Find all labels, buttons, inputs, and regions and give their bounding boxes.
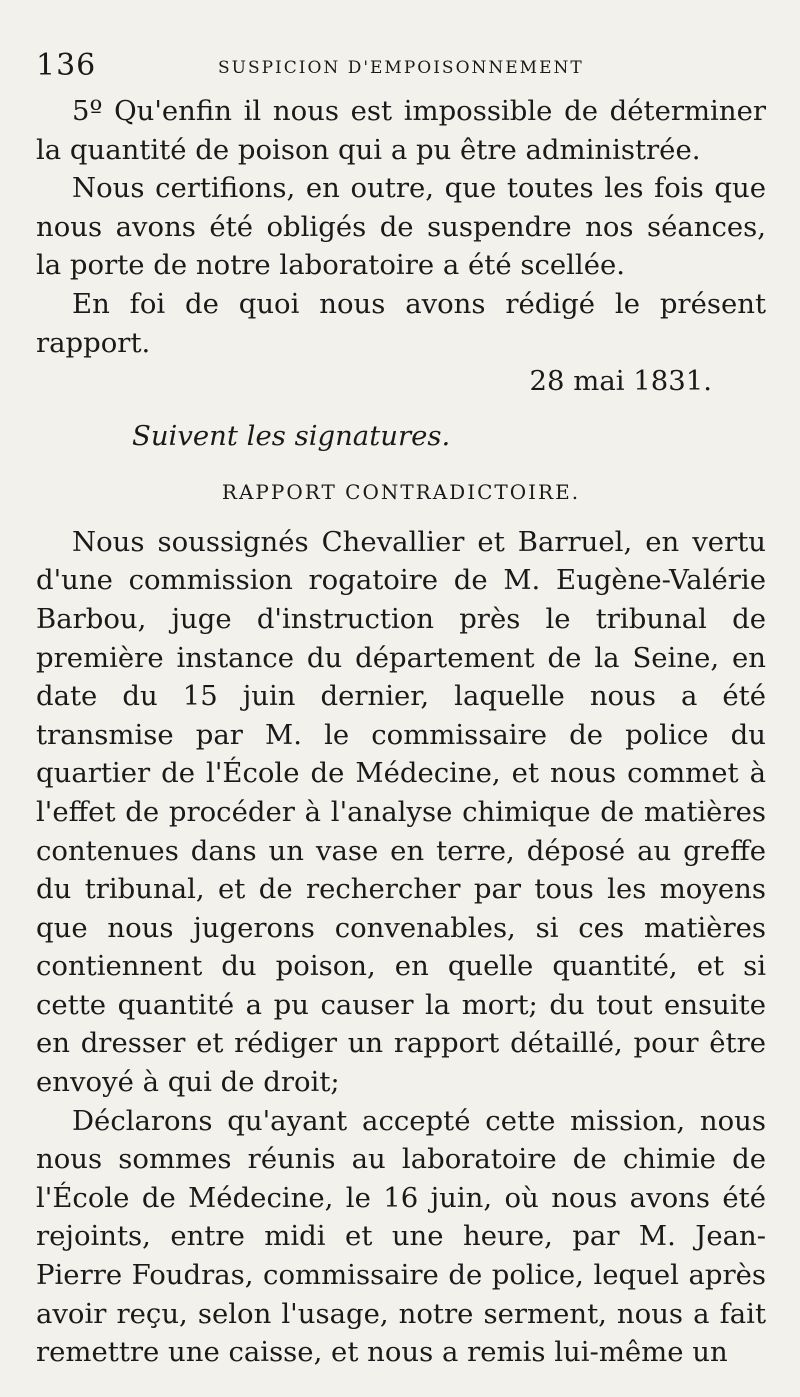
paragraph-commission: Nous soussignés Chevallier et Barruel, en vertu d'une commission rogatoire de M. Eugène-Valérie Barbou, juge d'instruction près le tribunal de première instance du département de la Seine, en date du 15 juin dernier, laquelle nous a été transmise par M. le commissaire de police du quartier de l'École de Médecine, et nous commet à l'effet de procéder à l'analyse chimique de matières contenues dans un vase en terre, déposé au greffe du tribunal, et de rechercher par tous les moyens que nous jugerons convenables, si ces matières contiennent du poison, en quelle quantité, et si cette quantité a pu causer la mort; du tout ensuite en dresser et rédiger un rapport détaillé, pour être envoyé à qui de droit;	[36, 525, 766, 1099]
paragraph-conclusion-5: 5º Qu'enfin il nous est impossible de déterminer la quantité de poison qui a pu être administrée.	[36, 95, 766, 166]
page-number: 136	[36, 48, 97, 83]
section-title: RAPPORT CONTRADICTOIRE.	[221, 479, 581, 504]
paragraph-declaration: Déclarons qu'ayant accepté cette mission, nous nous sommes réunis au laboratoire de chimie de l'École de Médecine, le 16 juin, où nous avons été rejoints, entre midi et une heure, par M. Jean-Pierre Foudras, commissaire de police, lequel après avoir reçu, selon l'usage, notre serment, nous a fait remettre une caisse, et nous a remis lui-même un	[36, 1104, 766, 1369]
paragraph-attestation: En foi de quoi nous avons rédigé le présent rapport.	[36, 287, 766, 359]
page-header	[36, 48, 766, 88]
paragraph-certification: Nous certifions, en outre, que toutes les fois que nous avons été obligés de suspendre nos séances, la porte de notre laboratoire a été scellée.	[36, 172, 766, 282]
page-body	[36, 92, 766, 1372]
running-head: SUSPICION D'EMPOISONNEMENT	[218, 58, 584, 78]
report-date: 28 mai 1831.	[529, 365, 712, 398]
signatures-note: Suivent les signatures.	[132, 419, 451, 452]
